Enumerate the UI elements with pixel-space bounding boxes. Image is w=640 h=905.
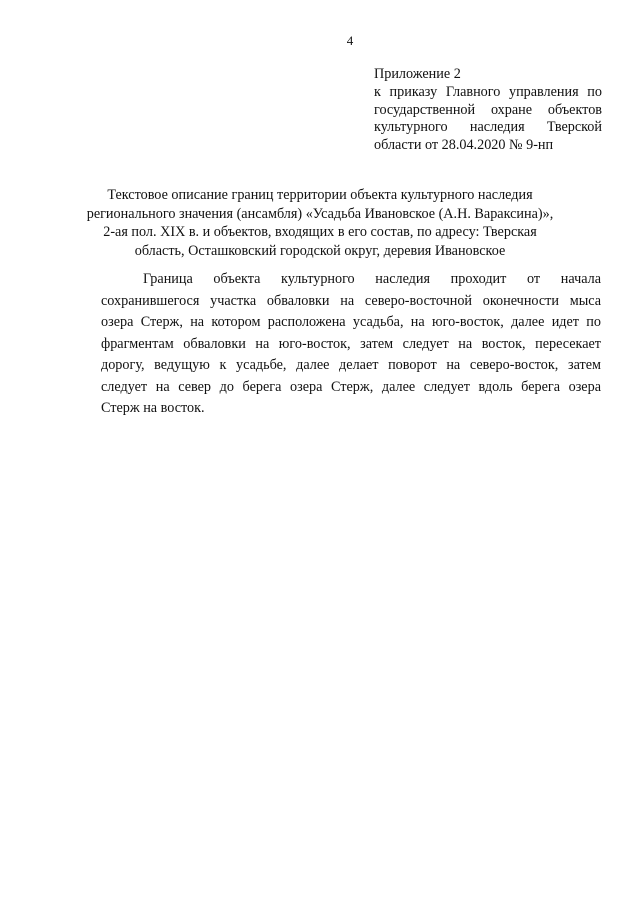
paragraph-line: Граница объекта культурного наследия проходит от начала bbox=[143, 271, 601, 287]
paragraph-line: дорогу, ведущую к усадьбе, далее делает поворот на северо-восток, затем bbox=[101, 357, 601, 373]
appendix-line: государственной охране объектов bbox=[374, 101, 602, 118]
page-number: 4 bbox=[346, 33, 354, 48]
title-line: область, Осташковский городской округ, деревия Ивановское bbox=[134, 242, 506, 259]
paragraph-line: следует на север до берега озера Стерж, далее следует вдоль берега озера bbox=[101, 378, 601, 395]
title-line: Текстовое описание границ территории объекта культурного наследия bbox=[107, 187, 533, 203]
paragraph-line: озера Стерж, на котором расположена усадьба, на юго-восток, далее идет по bbox=[101, 314, 601, 330]
appendix-line: области от 28.04.2020 № 9-нп bbox=[374, 137, 554, 154]
appendix-line: к приказу Главного управления по bbox=[374, 83, 602, 100]
paragraph-line: Стерж на восток. bbox=[101, 400, 205, 416]
appendix-line: культурного наследия Тверской bbox=[374, 119, 602, 136]
appendix-header bbox=[374, 66, 602, 155]
title-line: 2-ая пол. XIX в. и объектов, входящих в его состав, по адресу: Тверская bbox=[103, 224, 537, 241]
appendix-line: Приложение 2 bbox=[374, 66, 461, 82]
title-line: регионального значения (ансамбля) «Усадьба Ивановское (А.Н. Вараксина)», bbox=[86, 205, 554, 222]
document-title bbox=[60, 186, 580, 260]
paragraph-line: сохранившегося участка обваловки на северо-восточной оконечности мыса bbox=[101, 292, 601, 309]
boundary-description-paragraph bbox=[101, 269, 601, 420]
paragraph-line: фрагментам обваловки на юго-восток, затем следует на восток, пересекает bbox=[101, 335, 601, 352]
